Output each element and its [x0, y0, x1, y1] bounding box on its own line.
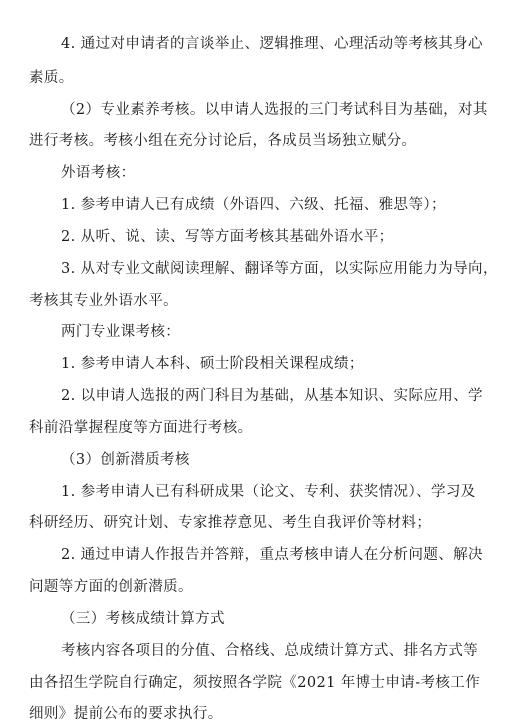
text-line: 4. 通过对申请者的言谈举止、逻辑推理、心理活动等考核其身心 — [61, 36, 483, 52]
text-line: 问题等方面的创新潜质。 — [29, 579, 193, 595]
text-line: 科前沿掌握程度等方面进行考核。 — [29, 420, 253, 436]
list-item: 2. 从听、说、读、写等方面考核其基础外语水平； — [61, 229, 394, 245]
section-heading: 两门专业课考核： — [61, 324, 181, 340]
text-line: 科研经历、研究计划、专家推荐意见、考生自我评价等材料； — [29, 515, 432, 531]
list-item: 1. 参考申请人已有科研成果（论文、专利、获奖情况）、学习及 — [61, 484, 476, 500]
list-item: 2. 以申请人选报的两门科目为基础，从基本知识、实际应用、学 — [61, 388, 483, 404]
paragraph-line: 细则》提前公布的要求执行。 — [29, 706, 223, 722]
text-line: 素质。 — [29, 70, 74, 86]
list-item: 3. 从对专业文献阅读理解、翻译等方面，以实际应用能力为导向， — [61, 261, 498, 277]
section-heading: 外语考核： — [61, 165, 136, 181]
text-line: 进行考核。考核小组在充分讨论后，各成员当场独立赋分。 — [29, 133, 417, 149]
text-line: （2）专业素养考核。以申请人选报的三门考试科目为基础，对其 — [61, 102, 488, 118]
list-item: 1. 参考申请人本科、硕士阶段相关课程成绩； — [61, 356, 364, 372]
list-item: 1. 参考申请人已有成绩（外语四、六级、托福、雅思等）； — [61, 197, 446, 213]
section-heading: （3）创新潜质考核 — [61, 452, 190, 468]
list-item: 2. 通过申请人作报告并答辩，重点考核申请人在分析问题、解决 — [61, 547, 483, 563]
text-line: 考核其专业外语水平。 — [29, 293, 178, 309]
section-heading: （三）考核成绩计算方式 — [61, 611, 225, 627]
paragraph-line: 由各招生学院自行确定，须按照各学院《2021 年博士申请-考核工作 — [29, 675, 481, 691]
paragraph-line: 考核内容各项目的分值、合格线、总成绩计算方式、排名方式等 — [61, 643, 479, 659]
